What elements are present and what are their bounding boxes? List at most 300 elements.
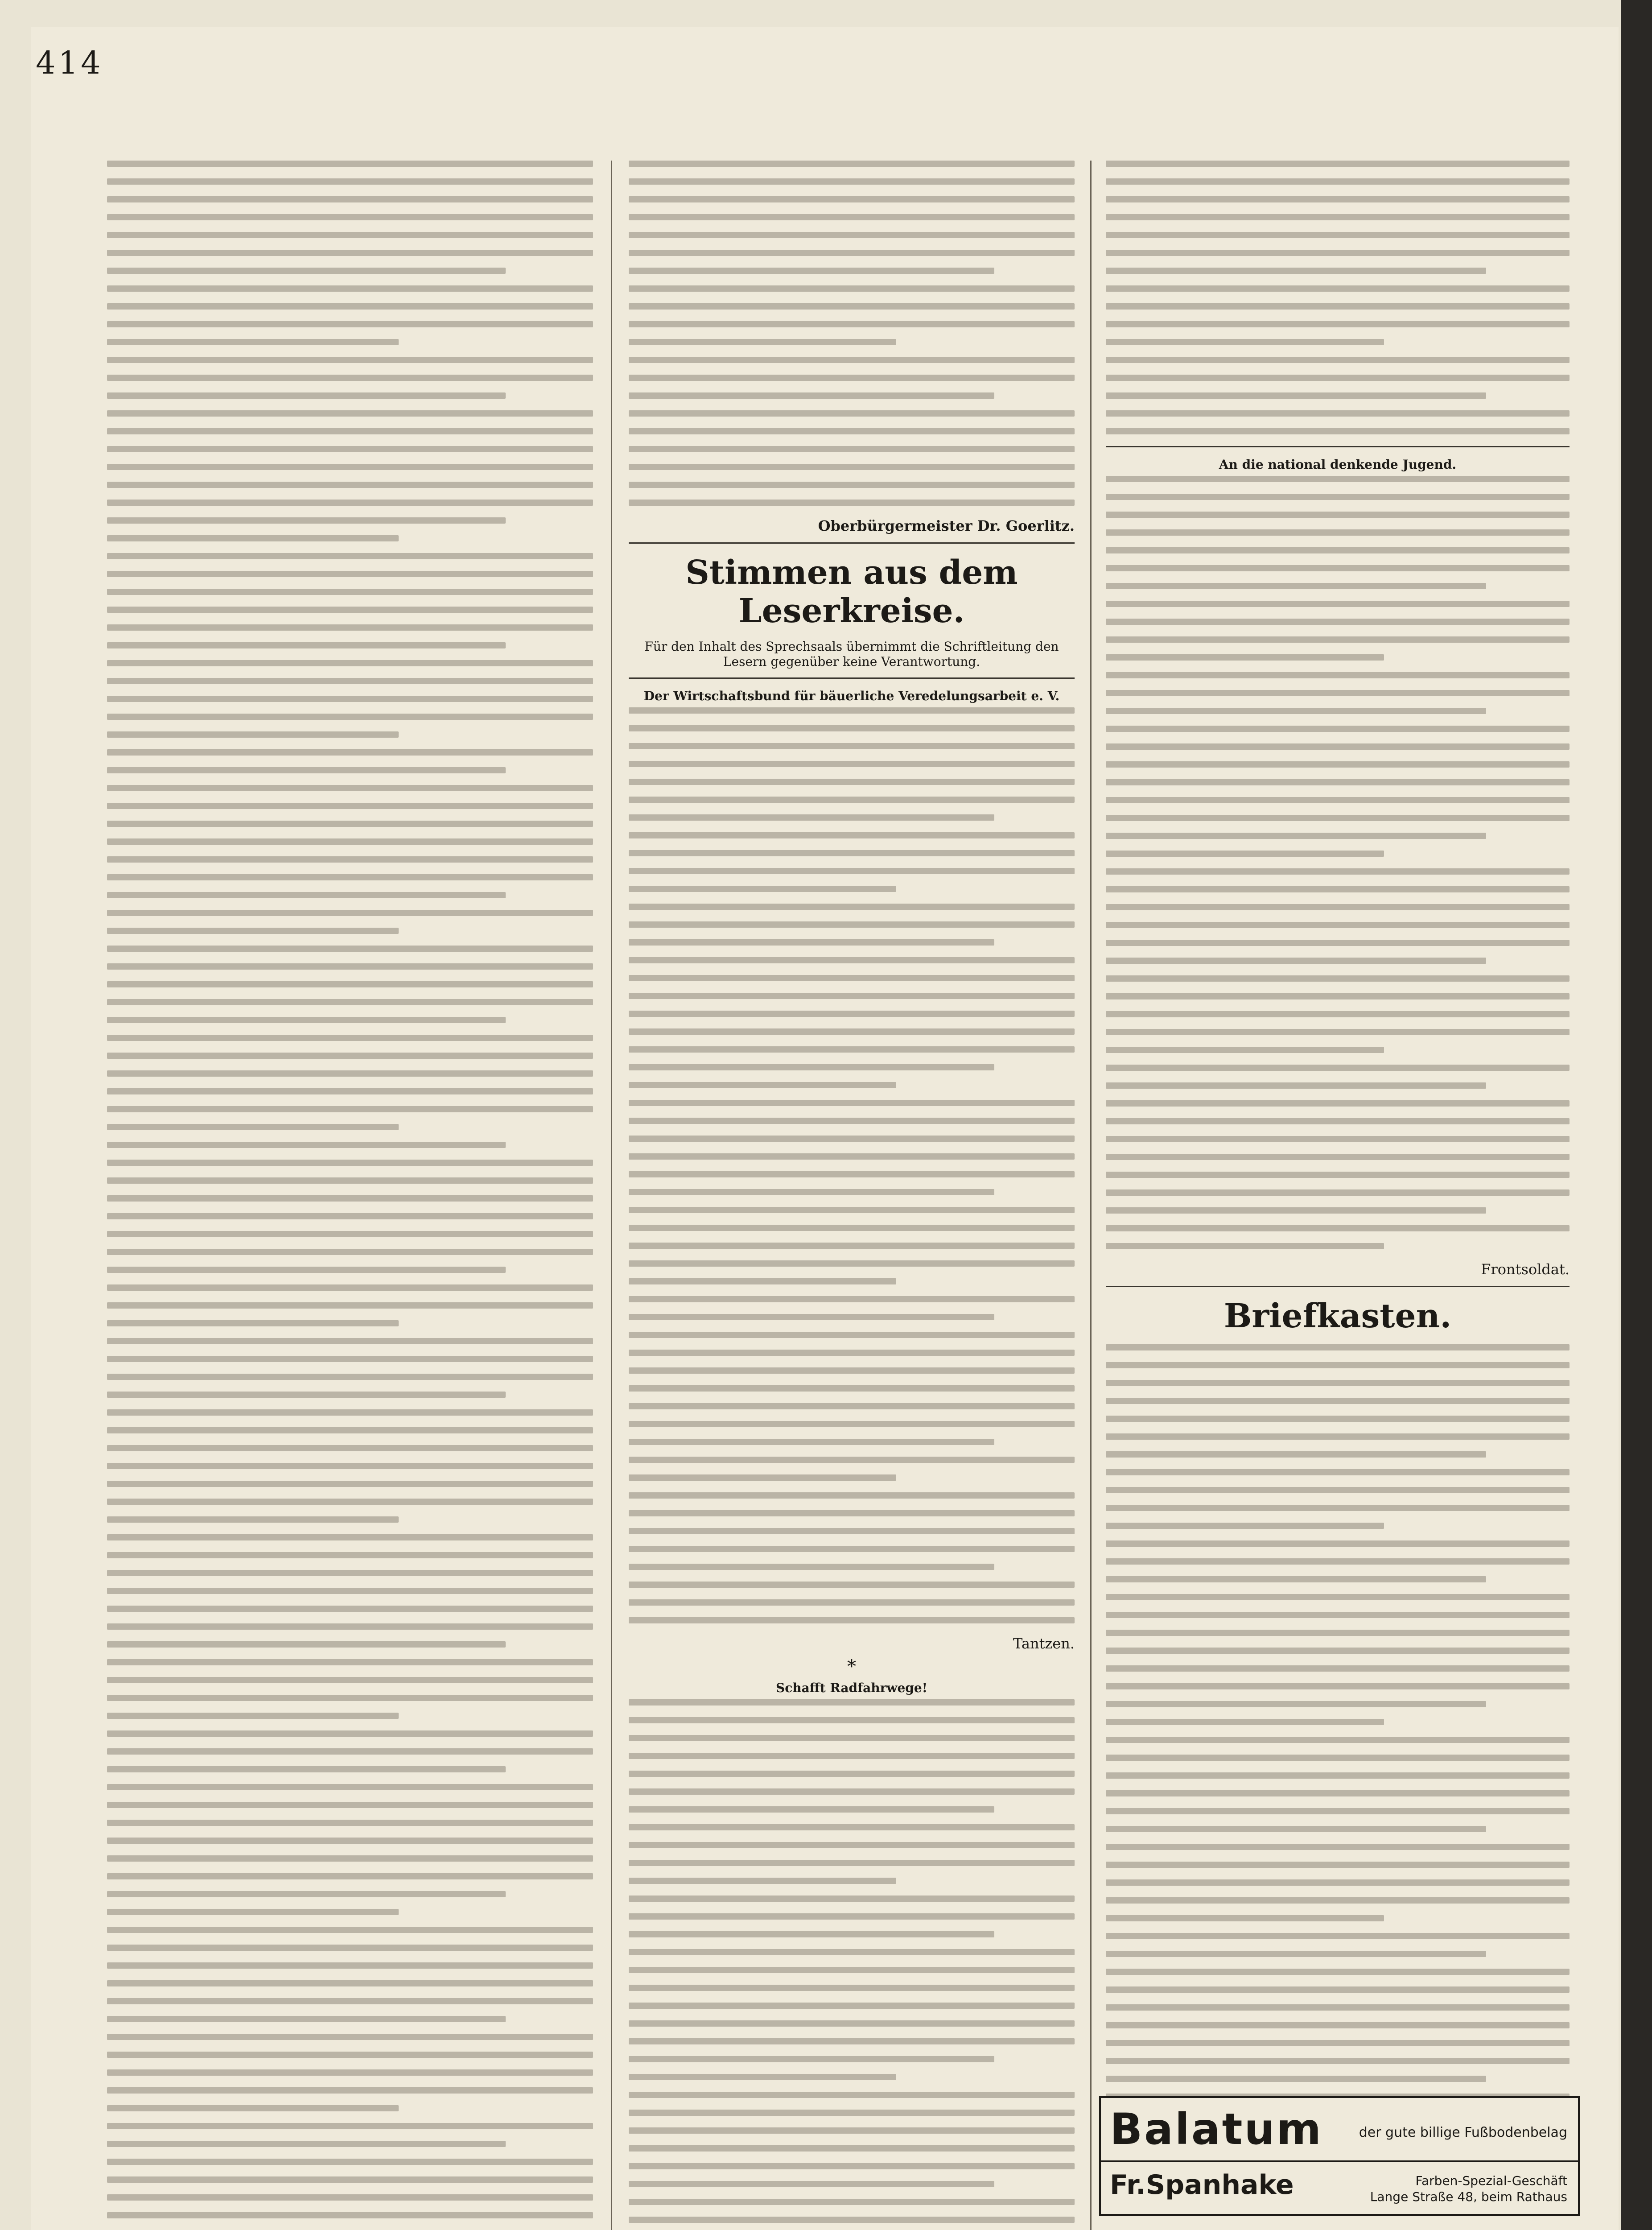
text-line xyxy=(629,1314,994,1320)
text-line xyxy=(107,767,506,773)
text-line xyxy=(107,2105,399,2111)
text-line xyxy=(629,268,994,274)
text-line xyxy=(107,178,593,185)
text-line xyxy=(1106,619,1570,625)
text-line xyxy=(629,1735,1075,1741)
column-3 xyxy=(1106,161,1570,2165)
text-line xyxy=(107,999,593,1005)
text-line xyxy=(107,1641,506,1648)
text-line xyxy=(1106,321,1570,327)
text-line xyxy=(1106,1701,1486,1707)
text-line xyxy=(629,1699,1075,1706)
text-line xyxy=(107,571,593,577)
text-line xyxy=(107,714,593,720)
text-line xyxy=(1106,232,1570,238)
text-line xyxy=(1106,1915,1384,1921)
text-line xyxy=(107,1909,399,1915)
text-line xyxy=(629,321,1075,327)
text-line xyxy=(107,268,506,274)
text-line xyxy=(1106,1576,1486,1582)
text-line xyxy=(629,1860,1075,1866)
text-line xyxy=(1106,1737,1570,1743)
text-line xyxy=(629,779,1075,785)
text-line xyxy=(1106,1897,1570,1904)
text-line xyxy=(1106,357,1570,363)
text-line xyxy=(107,1534,593,1540)
text-line xyxy=(107,321,593,327)
text-line xyxy=(629,1492,1075,1499)
text-line xyxy=(629,2020,1075,2027)
text-line xyxy=(629,214,1075,220)
letter-body xyxy=(1106,476,1570,1249)
text-line xyxy=(107,1427,593,1433)
text-line xyxy=(107,1962,593,1969)
text-line xyxy=(629,1771,1075,1777)
text-line xyxy=(629,2092,1075,2098)
column-1 xyxy=(107,161,593,2230)
text-line xyxy=(629,850,1075,856)
text-line xyxy=(629,1350,1075,1356)
text-line xyxy=(629,1582,1075,1588)
letter-signature: Tantzen. xyxy=(1013,1635,1075,1652)
text-line xyxy=(1106,250,1570,256)
text-line xyxy=(1106,1243,1384,1249)
text-line xyxy=(1106,690,1570,696)
text-line xyxy=(629,1296,1075,1302)
text-line xyxy=(107,1695,593,1701)
text-line xyxy=(629,357,1075,363)
text-line xyxy=(107,303,593,310)
text-line xyxy=(629,886,896,892)
text-line xyxy=(107,464,593,470)
text-line xyxy=(107,678,593,684)
column-rule xyxy=(611,161,612,2230)
column-3-intro xyxy=(1106,161,1570,434)
text-line xyxy=(107,1873,593,1879)
text-line xyxy=(629,1243,1075,1249)
text-line xyxy=(1106,1416,1570,1422)
text-line xyxy=(629,446,1075,452)
text-line xyxy=(629,1967,1075,1973)
text-line xyxy=(629,161,1075,167)
text-line xyxy=(1106,1772,1570,1779)
text-line xyxy=(629,2145,1075,2152)
text-line xyxy=(629,410,1075,417)
text-line xyxy=(107,1552,593,1558)
text-line xyxy=(1106,1558,1570,1565)
text-line xyxy=(107,1160,593,1166)
text-line xyxy=(1106,1118,1570,1124)
text-line xyxy=(107,446,593,452)
text-line xyxy=(629,939,994,946)
text-line xyxy=(107,1927,593,1933)
text-line xyxy=(107,2087,593,2094)
text-line xyxy=(629,1260,1075,1267)
text-line xyxy=(1106,1951,1486,1957)
text-line xyxy=(1106,565,1570,571)
text-line xyxy=(1106,851,1384,857)
text-line xyxy=(1106,1100,1570,1107)
text-line xyxy=(1106,636,1570,643)
text-line xyxy=(1106,196,1570,202)
column-2-intro xyxy=(629,161,1075,506)
text-line xyxy=(629,1788,1075,1795)
text-line xyxy=(629,1457,1075,1463)
text-line xyxy=(1106,886,1570,892)
text-line xyxy=(1106,1523,1384,1529)
text-line xyxy=(1106,1154,1570,1160)
text-line xyxy=(629,339,896,345)
text-line xyxy=(1106,833,1486,839)
text-line xyxy=(629,1385,1075,1392)
text-line xyxy=(1106,2076,1486,2082)
text-line xyxy=(629,1753,1075,1759)
text-line xyxy=(107,410,593,417)
text-line xyxy=(1106,1665,1570,1672)
ad-brand: Balatum xyxy=(1110,2104,1323,2154)
text-line xyxy=(1106,476,1570,482)
text-line xyxy=(107,1659,593,1665)
text-line xyxy=(1106,1844,1570,1850)
text-line xyxy=(107,785,593,791)
text-line xyxy=(1106,1082,1486,1089)
column-2 xyxy=(629,161,1075,2230)
text-line xyxy=(107,535,399,541)
text-line xyxy=(107,161,593,167)
text-line xyxy=(1106,161,1570,167)
text-line xyxy=(107,2176,593,2183)
text-line xyxy=(629,2003,1075,2009)
text-line xyxy=(107,1070,593,1077)
text-line xyxy=(107,1606,593,1612)
text-line xyxy=(629,1207,1075,1213)
text-line xyxy=(629,904,1075,910)
text-line xyxy=(629,1082,896,1088)
text-line xyxy=(629,743,1075,749)
text-line xyxy=(107,1820,593,1826)
text-line xyxy=(1106,1790,1570,1796)
text-line xyxy=(1106,339,1384,345)
text-line xyxy=(1106,494,1570,500)
letter-heading: An die national denkende Jugend. xyxy=(1219,457,1457,472)
text-line xyxy=(107,1570,593,1576)
text-line xyxy=(1106,922,1570,928)
text-line xyxy=(629,1189,994,1195)
text-line xyxy=(1106,743,1570,750)
text-line xyxy=(629,1225,1075,1231)
text-line xyxy=(1106,1225,1570,1231)
text-line xyxy=(107,1891,506,1897)
text-line xyxy=(107,1802,593,1808)
text-line xyxy=(107,1195,593,1202)
text-line xyxy=(107,517,506,524)
text-line xyxy=(629,178,1075,185)
text-line xyxy=(1106,601,1570,607)
text-line xyxy=(629,832,1075,838)
text-line xyxy=(1106,1862,1570,1868)
text-line xyxy=(629,2181,994,2187)
text-line xyxy=(1106,1487,1570,1493)
text-line xyxy=(1106,993,1570,999)
text-line xyxy=(1106,2040,1570,2046)
text-line xyxy=(629,1949,1075,1955)
section-title: Stimmen aus dem Leserkreise. xyxy=(685,553,1018,630)
text-line xyxy=(629,1100,1075,1106)
text-line xyxy=(1106,1648,1570,1654)
text-line xyxy=(629,2199,1075,2205)
text-line xyxy=(107,2069,593,2076)
text-line xyxy=(1106,2058,1570,2064)
text-line xyxy=(629,1046,1075,1053)
text-line xyxy=(1106,1172,1570,1178)
text-line xyxy=(107,1730,593,1737)
text-line xyxy=(1106,1630,1570,1636)
text-line xyxy=(107,392,506,399)
text-line xyxy=(107,749,593,756)
ad-tagline: der gute billige Fußbodenbelag xyxy=(1359,2125,1567,2140)
text-line xyxy=(1106,178,1570,185)
text-line xyxy=(1106,1398,1570,1404)
text-line xyxy=(107,1320,399,1326)
text-line xyxy=(107,1713,399,1719)
text-line xyxy=(107,696,593,702)
text-line xyxy=(107,1017,506,1023)
text-line xyxy=(1106,1683,1570,1689)
text-line xyxy=(629,1332,1075,1338)
text-line xyxy=(107,428,593,434)
text-line xyxy=(629,303,1075,310)
text-line xyxy=(1106,940,1570,946)
text-line xyxy=(1106,1879,1570,1886)
text-line xyxy=(107,1677,593,1683)
text-line xyxy=(107,2141,506,2147)
text-line xyxy=(629,2056,994,2062)
text-line xyxy=(107,375,593,381)
text-line xyxy=(1106,1011,1570,1017)
text-line xyxy=(629,725,1075,731)
text-line xyxy=(107,1855,593,1862)
binding-edge xyxy=(1621,0,1652,2230)
text-line xyxy=(1106,654,1384,661)
text-line xyxy=(107,1035,593,1041)
text-line xyxy=(107,500,593,506)
text-line xyxy=(107,1998,593,2004)
text-line xyxy=(107,874,593,880)
text-line xyxy=(1106,726,1570,732)
text-line xyxy=(107,1499,593,1505)
text-line xyxy=(107,642,506,648)
text-line xyxy=(629,1717,1075,1723)
letter-body xyxy=(629,1699,1075,2223)
text-line xyxy=(107,928,399,934)
text-line xyxy=(1106,1344,1570,1350)
ad-address-line: Farben-Spezial-Geschäft xyxy=(1415,2173,1567,2188)
text-line xyxy=(107,1249,593,1255)
text-line xyxy=(107,589,593,595)
text-line xyxy=(107,250,593,256)
section-title: Briefkasten. xyxy=(1224,1297,1452,1335)
text-line xyxy=(1106,392,1486,399)
text-line xyxy=(629,1824,1075,1830)
text-line xyxy=(107,2159,593,2165)
text-line xyxy=(629,1367,1075,1374)
text-line xyxy=(107,607,593,613)
text-line xyxy=(629,428,1075,434)
text-line xyxy=(1106,708,1486,714)
text-line xyxy=(107,1463,593,1469)
text-line xyxy=(629,1546,1075,1552)
text-line xyxy=(1106,1933,1570,1939)
text-line xyxy=(629,1028,1075,1035)
text-line xyxy=(1106,1451,1486,1458)
text-line xyxy=(1106,1380,1570,1386)
column-1-body xyxy=(107,161,593,2230)
text-line xyxy=(107,963,593,970)
text-line xyxy=(107,1516,399,1523)
text-line xyxy=(629,1403,1075,1409)
section-note: Für den Inhalt des Sprechsaals übernimmt die Schriftleitung den Lesern gegenüber keine Verantwortung. xyxy=(644,639,1059,669)
text-line xyxy=(629,1421,1075,1427)
text-line xyxy=(107,2034,593,2040)
text-line xyxy=(107,2123,593,2129)
text-line xyxy=(629,761,1075,767)
text-line xyxy=(107,1088,593,1094)
text-line xyxy=(1106,1136,1570,1142)
text-line xyxy=(1106,2022,1570,2028)
text-line xyxy=(1106,904,1570,910)
text-line xyxy=(629,285,1075,292)
text-line xyxy=(1106,1612,1570,1618)
text-line xyxy=(629,707,1075,714)
text-line xyxy=(107,1142,506,1148)
text-line xyxy=(107,1838,593,1844)
text-line xyxy=(107,232,593,238)
text-line xyxy=(107,1766,506,1772)
text-line xyxy=(629,975,1075,981)
text-line xyxy=(1106,1433,1570,1440)
letter-heading: Schafft Radfahrwege! xyxy=(776,1681,927,1695)
star-divider: * xyxy=(847,1656,856,1677)
ad-address xyxy=(1370,2173,1567,2205)
text-line xyxy=(629,1136,1075,1142)
text-line xyxy=(107,1392,506,1398)
text-line xyxy=(107,285,593,292)
text-line xyxy=(1106,1755,1570,1761)
text-line xyxy=(1106,512,1570,518)
text-line xyxy=(629,1510,1075,1516)
column-2-signature: Oberbürgermeister Dr. Goerlitz. xyxy=(818,517,1075,534)
text-line xyxy=(629,868,1075,874)
text-line xyxy=(629,1011,1075,1017)
text-line xyxy=(107,1106,593,1112)
text-line xyxy=(629,1171,1075,1177)
text-line xyxy=(107,1231,593,1237)
page-number: 414 xyxy=(36,45,103,81)
text-line xyxy=(629,1439,994,1445)
letter-heading: Der Wirtschaftsbund für bäuerliche Veredelungsarbeit e. V. xyxy=(643,689,1060,703)
text-line xyxy=(107,2052,593,2058)
text-line xyxy=(107,1267,506,1273)
text-line xyxy=(1106,1189,1570,1196)
text-line xyxy=(107,357,593,363)
ad-address-line: Lange Straße 48, beim Rathaus xyxy=(1370,2189,1567,2204)
text-line xyxy=(107,981,593,987)
text-line xyxy=(1106,1362,1570,1368)
text-line xyxy=(1106,1826,1486,1832)
text-line xyxy=(1106,1505,1570,1511)
text-line xyxy=(629,375,1075,381)
text-line xyxy=(629,2217,1075,2223)
ad-shop: Fr.Spanhake xyxy=(1110,2169,1294,2201)
text-line xyxy=(629,1564,994,1570)
column-rule xyxy=(1090,161,1092,2230)
text-line xyxy=(1106,672,1570,678)
text-line xyxy=(629,1617,1075,1623)
ad-divider xyxy=(1101,2160,1578,2162)
text-line xyxy=(1106,1065,1570,1071)
text-line xyxy=(1106,303,1570,310)
text-line xyxy=(107,1356,593,1362)
text-line xyxy=(107,910,593,916)
text-line xyxy=(1106,958,1486,964)
text-line xyxy=(629,2163,1075,2169)
text-line xyxy=(1106,868,1570,875)
text-line xyxy=(107,1980,593,1986)
text-line xyxy=(629,1931,994,1937)
text-line xyxy=(629,250,1075,256)
text-line xyxy=(629,1599,1075,1606)
text-line xyxy=(629,921,1075,928)
text-line xyxy=(629,1064,994,1070)
text-line xyxy=(107,1177,593,1184)
text-line xyxy=(107,1588,593,1594)
text-line xyxy=(107,1748,593,1755)
text-line xyxy=(1106,1808,1570,1814)
text-line xyxy=(1106,1594,1570,1600)
text-line xyxy=(107,1302,593,1309)
text-line xyxy=(107,1481,593,1487)
text-line xyxy=(629,1153,1075,1160)
text-line xyxy=(1106,428,1570,434)
text-line xyxy=(1106,797,1570,803)
text-line xyxy=(107,1945,593,1951)
text-line xyxy=(629,500,1075,506)
text-line xyxy=(1106,214,1570,220)
text-line xyxy=(629,993,1075,999)
text-line xyxy=(107,2194,593,2201)
text-line xyxy=(107,660,593,666)
text-line xyxy=(1106,975,1570,982)
text-line xyxy=(107,1124,399,1130)
text-line xyxy=(107,856,593,863)
text-line xyxy=(107,821,593,827)
text-line xyxy=(107,214,593,220)
text-line xyxy=(107,1784,593,1790)
text-line xyxy=(1106,2004,1570,2011)
text-line xyxy=(107,1445,593,1451)
text-line xyxy=(1106,410,1570,417)
text-line xyxy=(107,892,506,898)
text-line xyxy=(1106,1719,1384,1725)
text-line xyxy=(629,814,994,821)
text-line xyxy=(629,957,1075,963)
text-line xyxy=(1106,1207,1486,1214)
text-line xyxy=(107,2212,593,2218)
text-line xyxy=(1106,779,1570,785)
text-line xyxy=(629,1806,994,1813)
text-line xyxy=(629,1278,896,1284)
text-line xyxy=(629,1878,896,1884)
